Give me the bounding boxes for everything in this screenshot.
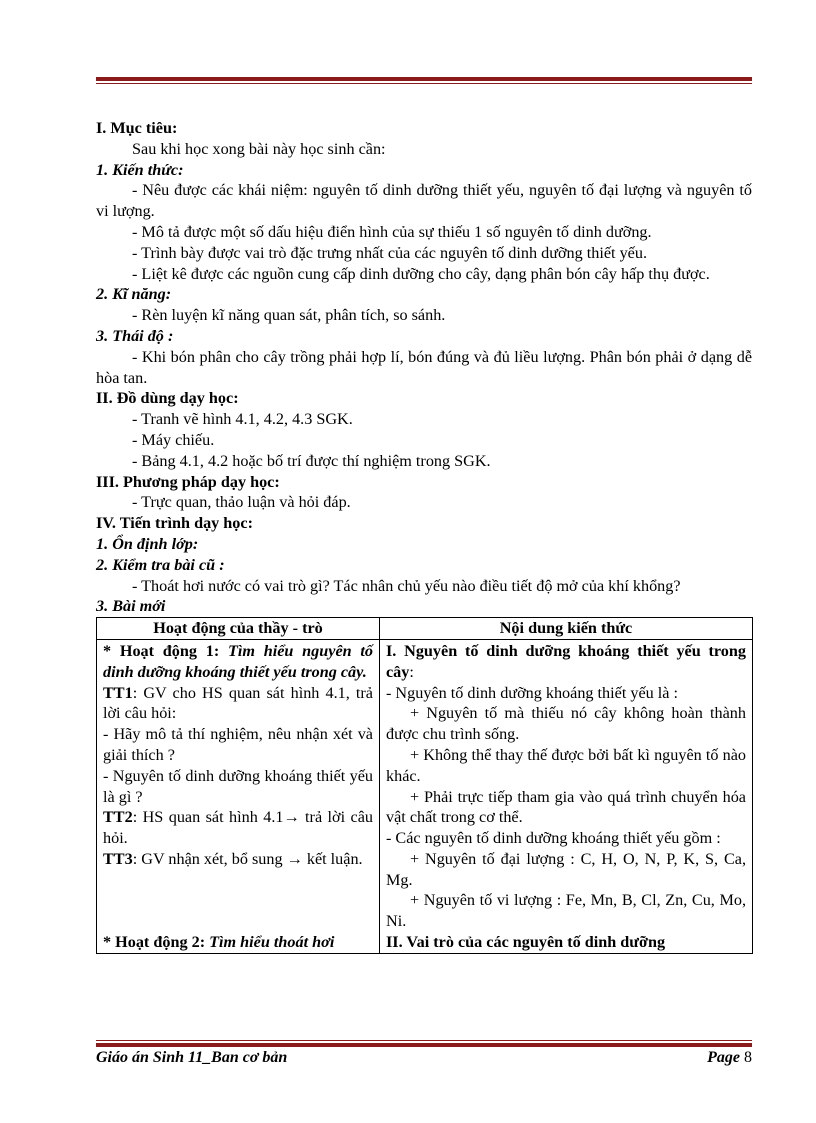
do-dung-item: - Máy chiếu. [132,430,215,449]
kien-thuc-item: - Nêu được các khái niệm: nguyên tố dinh dưỡng thiết yếu, nguyên tố đại lượng và nguyên tố vi lượng. [96,181,752,221]
page-content [96,118,752,954]
section-phuong-phap-title: III. Phương pháp dạy học: [96,472,280,491]
kien-thuc-item: - Liệt kê được các nguồn cung cấp dinh dưỡng cho cây, dạng phân bón cây hấp thụ được. [132,264,710,283]
definition-intro: - Nguyên tố dinh dưỡng khoáng thiết yếu là : [386,683,679,702]
section-thai-do-title: 3. Thái độ : [96,326,174,345]
section-kien-thuc-title: 1. Kiến thức: [96,160,184,179]
col-header-content: Nội dung kiến thức [380,618,753,640]
kiem-tra-title: 2. Kiểm tra bài cũ : [96,555,225,574]
kiem-tra-item: - Thoát hơi nước có vai trò gì? Tác nhân chủ yếu nào điều tiết độ mở của khí khổng? [132,576,681,595]
footer-title: Giáo án Sinh 11_Ban cơ bản [96,1049,288,1066]
phuong-phap-item: - Trực quan, thảo luận và hỏi đáp. [132,493,351,512]
table-row [97,639,753,953]
lesson-table [96,617,753,954]
content-section-1-title: I. Nguyên tố dinh dưỡng khoáng thiết yếu trong cây: [386,641,746,681]
question-2: - Nguyên tố dinh dưỡng khoáng thiết yếu là gì ? [103,766,373,806]
content-cell [380,639,753,953]
definition-point: + Phải trực tiếp tham gia vào quá trình chuyển hóa vật chất trong cơ thể. [386,787,746,827]
footer-rule-thin [96,1040,752,1041]
tt3: TT3: GV nhận xét, bổ sung → kết luận. [103,849,363,868]
header-rule-thin [96,83,752,84]
ki-nang-item: - Rèn luyện kĩ năng quan sát, phân tích, so sánh. [132,306,446,325]
groups-intro: - Các nguyên tố dinh dưỡng khoáng thiết yếu gồm : [386,829,721,848]
kien-thuc-item: - Mô tả được một số dấu hiệu điển hình của sự thiếu 1 số nguyên tố dinh dưỡng. [132,222,652,241]
on-dinh-title: 1. Ổn định lớp: [96,534,199,553]
content-section-2-title: II. Vai trò của các nguyên tố dinh dưỡng [386,933,666,952]
question-1: - Hãy mô tả thí nghiệm, nêu nhận xét và giải thích ? [103,725,373,764]
header-rule [96,77,752,81]
thai-do-item: - Khi bón phân cho cây trồng phải hợp lí, bón đúng và đủ liều lượng. Phân bón phải ở dạng dễ hòa tan. [96,347,752,387]
section-muc-tieu-title: I. Mục tiêu: [96,119,178,137]
definition-point: + Nguyên tố mà thiếu nó cây không hoàn thành được chu trình sống. [386,704,746,744]
spacer [103,870,373,932]
group-point: + Nguyên tố đại lượng : C, H, O, N, P, K, S, Ca, Mg. [386,849,746,889]
do-dung-item: - Bảng 4.1, 4.2 hoặc bố trí được thí nghiệm trong SGK. [132,451,491,470]
group-point: + Nguyên tố vi lượng : Fe, Mn, B, Cl, Zn, Cu, Mo, Ni. [386,891,746,931]
activity-2-heading: * Hoạt động 2: Tìm hiểu thoát hơi [103,932,335,951]
tt1: TT1: GV cho HS quan sát hình 4.1, trả lời câu hỏi: [103,683,373,723]
definition-point: + Không thể thay thế được bởi bất kì nguyên tố nào khác. [386,745,746,785]
do-dung-item: - Tranh vẽ hình 4.1, 4.2, 4.3 SGK. [132,410,353,429]
kien-thuc-item: - Trình bày được vai trò đặc trưng nhất của các nguyên tố dinh dưỡng thiết yếu. [132,243,648,262]
col-header-activities: Hoạt động của thầy - trò [97,618,380,640]
section-tien-trinh-title: IV. Tiến trình dạy học: [96,514,253,533]
section-do-dung-title: II. Đồ dùng dạy học: [96,389,239,408]
page-number: Page 8 [707,1049,752,1066]
tt2: TT2: HS quan sát hình 4.1→ trả lời câu hỏi. [103,808,373,848]
activity-1-heading: * Hoạt động 1: Tìm hiểu nguyên tố dinh dưỡng khoáng thiết yếu trong cây. [103,641,373,681]
table-header-row [97,618,753,640]
activities-cell [97,639,380,953]
muc-tieu-intro: Sau khi học xong bài này học sinh cần: [132,139,386,158]
section-ki-nang-title: 2. Kĩ năng: [96,285,172,304]
footer-rule [96,1043,752,1047]
bai-moi-title: 3. Bài mới [96,597,166,616]
